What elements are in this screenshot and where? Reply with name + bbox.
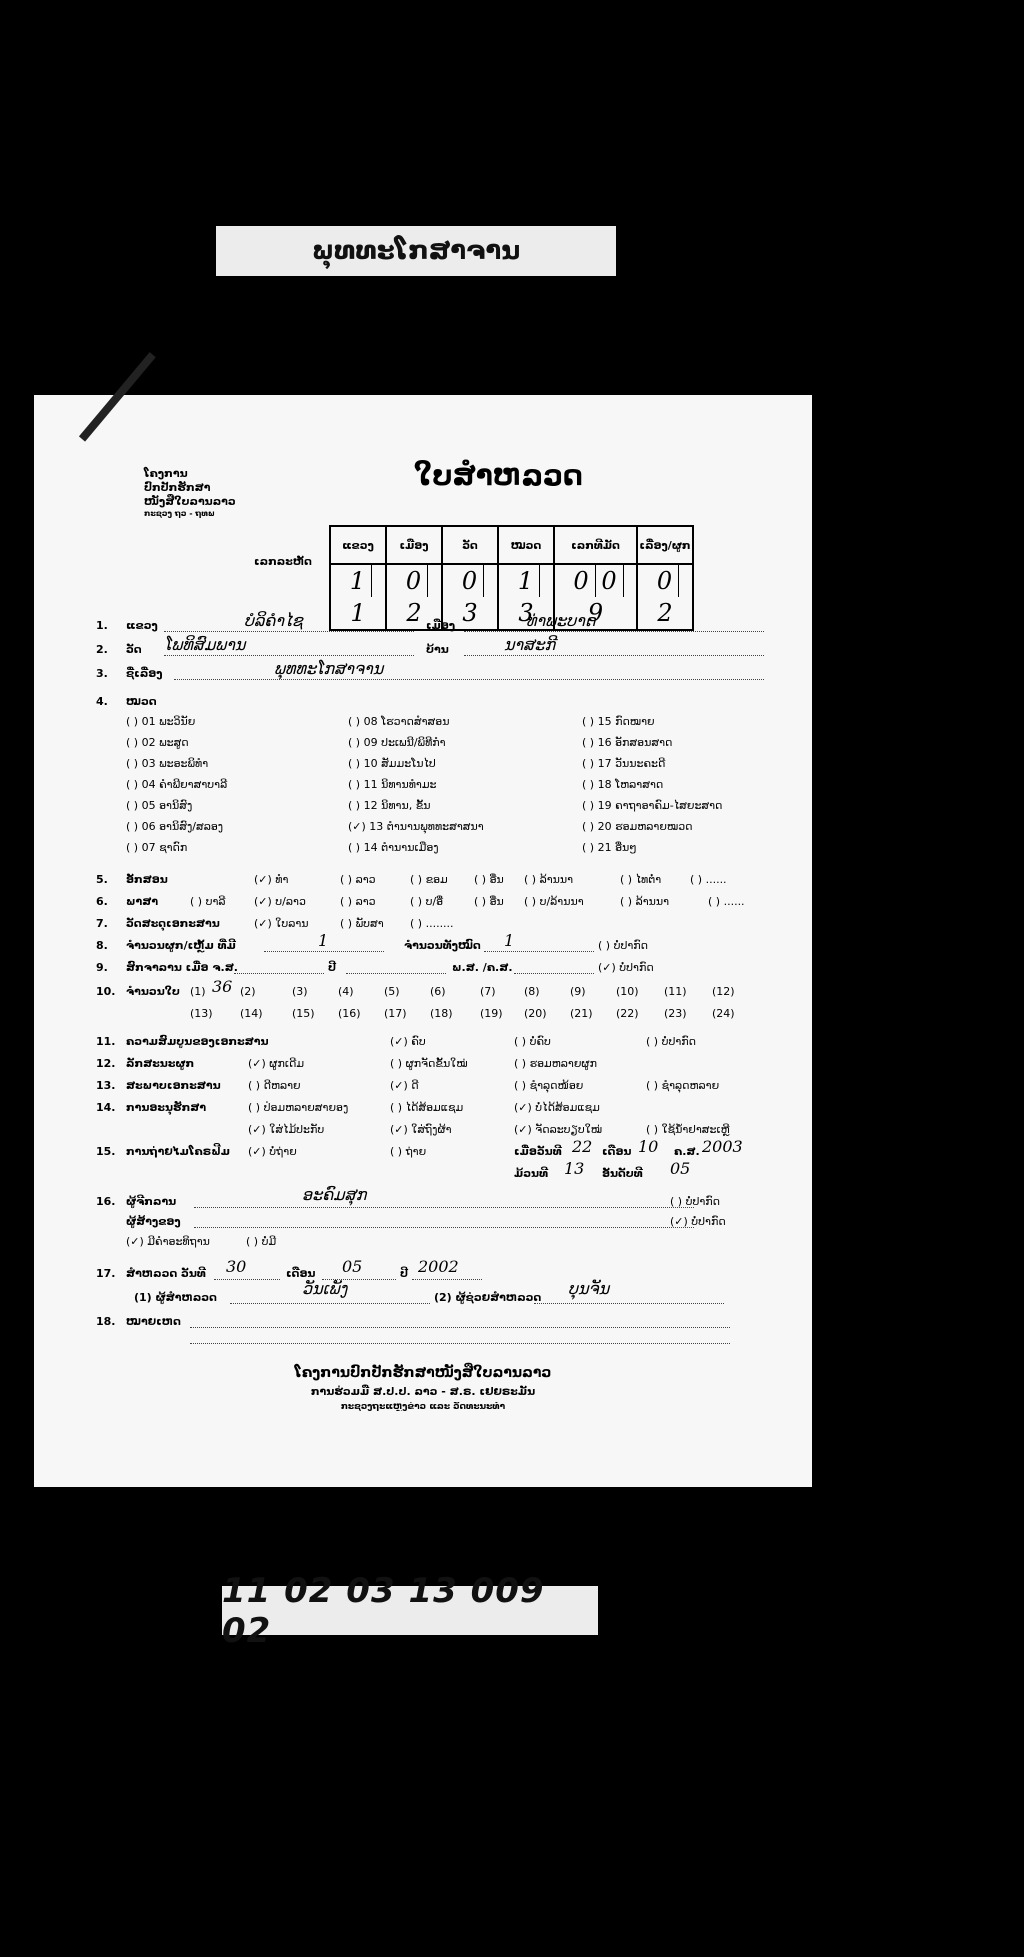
preservation-option[interactable]: (✓) ໃສ່ໄມ້ປະກັບ <box>248 1123 325 1136</box>
category-option[interactable]: ( ) 02 ພະສູດ <box>126 736 189 749</box>
code-digit: 1 <box>350 599 366 627</box>
title-value: ພຸທທະໂກສາຈານ <box>274 659 384 678</box>
row-number: 12. <box>96 1057 116 1070</box>
bundle-type-option[interactable]: ( ) ຮອມຫລາຍຜູກ <box>514 1057 597 1070</box>
completeness-option[interactable]: ( ) ບໍ່ປາກົດ <box>646 1035 696 1048</box>
leaf-count-cell: (23) <box>664 1007 687 1020</box>
remarks-label: ໝາຍເຫດ <box>126 1315 181 1328</box>
roll-label: ມ້ວນທີ <box>514 1167 549 1180</box>
roll-value: 13 <box>564 1159 585 1178</box>
code-label: ເລກລະຫັດ <box>254 555 312 568</box>
bundle-type-option[interactable]: (✓) ຜູກເດີມ <box>248 1057 305 1070</box>
category-option[interactable]: ( ) 16 ອັກສອນສາດ <box>582 736 673 749</box>
inscription-date-label: ສົກຈາລານ ເມື່ອ ຈ.ສ. <box>126 961 238 974</box>
category-option[interactable]: ( ) 19 ຄາຖາອາຄົມ-ໄສຍະສາດ <box>582 799 723 812</box>
leaf-count-cell: (24) <box>712 1007 735 1020</box>
inscription-unknown-option[interactable]: (✓) ບໍ່ປາກົດ <box>598 961 654 974</box>
material-option[interactable]: ( ) ພັບສາ <box>340 917 384 930</box>
assistant-label: (2) ຜູ້ຊ່ວຍສໍາຫລວດ <box>434 1291 542 1304</box>
category-option[interactable]: ( ) 07 ຊາດົກ <box>126 841 188 854</box>
completeness-option[interactable]: (✓) ຄົບ <box>390 1035 426 1048</box>
category-option[interactable]: ( ) 04 ຄໍາພີຍາສາບາລີ <box>126 778 228 791</box>
issuer-line-3: ໜັງສືໃບລານລາວ <box>144 495 236 508</box>
scribe-label: ຜູ້ຈີກລານ <box>126 1195 177 1208</box>
category-option[interactable]: ( ) 10 ສັມມະໂນໄປ <box>348 757 436 770</box>
category-label: ໝວດ <box>126 695 157 708</box>
code-header: ວັດ <box>442 526 498 564</box>
preservation-option[interactable]: ( ) ປ່ອມຫລາຍສາຍອງ <box>248 1101 349 1114</box>
preservation-option[interactable]: ( ) ໃຊ້ນໍ້າຢາສະເຫຼີ <box>646 1123 730 1136</box>
stamp-mark <box>79 352 156 441</box>
row-number: 8. <box>96 939 108 952</box>
bundle-type-label: ລັກສະນະຜູກ <box>126 1057 195 1070</box>
code-digit: 0 <box>400 565 428 597</box>
language-option[interactable]: ( ) ອື່ນ <box>474 895 504 908</box>
material-option[interactable]: (✓) ໃບລານ <box>254 917 309 930</box>
code-digit: 1 <box>512 565 540 597</box>
province-label: ແຂວງ <box>126 619 158 632</box>
condition-option[interactable]: ( ) ຊໍາລຸດໜ້ອຍ <box>514 1079 584 1092</box>
microfilm-option[interactable]: (✓) ບໍ່ຖ່າຍ <box>248 1145 297 1158</box>
category-option[interactable]: ( ) 21 ອື່ນໆ <box>582 841 637 854</box>
survey-month: 05 <box>342 1257 363 1276</box>
survey-month-label: ເດືອນ <box>286 1267 316 1280</box>
code-digit: 2 <box>406 599 422 627</box>
code-header: ໝວດ <box>498 526 554 564</box>
row-number: 15. <box>96 1145 116 1158</box>
frame-label: ອັນດັບທີ <box>602 1167 643 1180</box>
completeness-option[interactable]: ( ) ບໍ່ຄົບ <box>514 1035 551 1048</box>
footer-line-3: ກະຊວງຖະແຫຼງຂ່າວ ແລະ ວັດທະນະທໍາ <box>340 1402 506 1411</box>
leaf-count-cell: (20) <box>524 1007 547 1020</box>
category-option[interactable]: ( ) 18 ໂຫລາສາດ <box>582 778 664 791</box>
category-option[interactable]: ( ) 09 ປະເພນີ/ພິທີກໍາ <box>348 736 446 749</box>
title-label: ຊື່ເລື່ອງ <box>126 667 163 680</box>
preservation-label: ການອະນຸຮັກສາ <box>126 1101 207 1114</box>
leaf-count-cell: (12) <box>712 985 735 998</box>
bundle-type-option[interactable]: ( ) ຜູກຈັດຂັ້ນໃໝ່ <box>390 1057 468 1070</box>
row-number: 13. <box>96 1079 116 1092</box>
issuer-line-1: ໂຄງການ <box>144 467 188 480</box>
leaf-count-cell: (17) <box>384 1007 407 1020</box>
condition-label: ສະພາບເອກະສານ <box>126 1079 221 1092</box>
material-option[interactable]: ( ) ........ <box>410 917 454 930</box>
leaf-count-cell: (22) <box>616 1007 639 1020</box>
row-number: 9. <box>96 961 108 974</box>
leaf-count-cell: (7) <box>480 985 496 998</box>
row-number: 2. <box>96 643 108 656</box>
sponsor-unknown-option[interactable]: (✓) ບໍ່ປາກົດ <box>670 1215 726 1228</box>
row-number: 7. <box>96 917 108 930</box>
microfilm-option[interactable]: ( ) ຖ່າຍ <box>390 1145 427 1158</box>
microfilm-day: 22 <box>572 1137 593 1156</box>
language-option[interactable]: ( ) ລ້ານນາ <box>620 895 670 908</box>
inscription-year-label: ປີ <box>328 961 336 974</box>
language-option[interactable]: ( ) ບາລີ <box>190 895 226 908</box>
category-option[interactable]: ( ) 01 ພະວິນັຍ <box>126 715 196 728</box>
leaf-count-cell: (5) <box>384 985 400 998</box>
leaf-count-cell: (16) <box>338 1007 361 1020</box>
category-option[interactable]: ( ) 12 ນິທານ, ຂັ້ນ <box>348 799 431 812</box>
category-option[interactable]: ( ) 06 ອານິສົງ/ສລອງ <box>126 820 224 833</box>
district-value: ທ່າພະບາດ <box>526 611 596 630</box>
leaf-count-cell: (1) <box>190 985 206 998</box>
top-title-strip: ພຸທທະໂກສາຈານ <box>216 226 616 276</box>
category-option[interactable]: ( ) 15 ກົດໝາຍ <box>582 715 655 728</box>
total-count-label: ຈໍານວນທັງໝົດ <box>404 939 481 952</box>
microfilm-month-label: ເດືອນ <box>602 1145 632 1158</box>
leaf-count-cell: (4) <box>338 985 354 998</box>
leaf-count-cell: (19) <box>480 1007 503 1020</box>
completeness-label: ຄວາມສົມບູນຂອງເອກະສານ <box>126 1035 269 1048</box>
code-cell <box>330 564 386 630</box>
language-label: ພາສາ <box>126 895 159 908</box>
row-number: 5. <box>96 873 108 886</box>
language-option[interactable]: (✓) ບ/ລາວ <box>254 895 306 908</box>
script-option[interactable]: (✓) ທໍາ <box>254 873 289 886</box>
scribe-value: ອະຄົມສຸກ <box>302 1185 367 1204</box>
code-digit: 0 <box>596 565 624 597</box>
row-number: 6. <box>96 895 108 908</box>
code-digit: 9 <box>587 599 604 627</box>
row-number: 17. <box>96 1267 116 1280</box>
colophon-option[interactable]: (✓) ມີຄຳອະທິຖານ <box>126 1235 210 1248</box>
scribe-unknown-option[interactable]: ( ) ບໍ່ປາກົດ <box>670 1195 720 1208</box>
leaf-count-cell: (14) <box>240 1007 263 1020</box>
leaf-count-cell: (21) <box>570 1007 593 1020</box>
bundle-count-label: ຈໍານວນຜູກ/ເຫຼັ້ມ ທີ່ມີ <box>126 939 236 952</box>
code-header: ເລື່ອງ/ຜູກ <box>637 526 693 564</box>
colophon-option[interactable]: ( ) ບໍ່ມີ <box>246 1235 277 1248</box>
preservation-option[interactable]: (✓) ໃສ່ຖົງຜ້າ <box>390 1123 452 1136</box>
district-label: ເມືອງ <box>426 619 456 632</box>
frame-value: 05 <box>670 1159 691 1178</box>
sponsor-label: ຜູ້ສ້າງຂອງ <box>126 1215 181 1228</box>
bottom-code-strip: 11 02 03 13 009 02 <box>222 1586 598 1635</box>
leaf-count-cell: (2) <box>240 985 256 998</box>
issuer-line-2: ປົກປັກຮັກສາ <box>144 481 211 494</box>
language-option[interactable]: ( ) ...... <box>708 895 745 908</box>
code-header: ແຂວງ <box>330 526 386 564</box>
surveyor-value: ວັນເພັງ <box>302 1279 348 1298</box>
survey-form-sheet <box>34 395 812 1487</box>
condition-option[interactable]: ( ) ດີຫລາຍ <box>248 1079 301 1092</box>
issuer-line-4: ກະຊວງ ຖວ - ຖທພ <box>144 509 215 518</box>
code-digit: 0 <box>651 565 679 597</box>
leaf-count-cell: (8) <box>524 985 540 998</box>
code-digit: 0 <box>568 565 596 597</box>
footer-line-1: ໂຄງການປົກປັກຮັກສາໜັງສືໃບລານລາວ <box>294 1365 552 1381</box>
leaf-count-cell: (15) <box>292 1007 315 1020</box>
leaf-count-cell: (10) <box>616 985 639 998</box>
category-option[interactable]: ( ) 11 ນິທານທໍາມະ <box>348 778 437 791</box>
row-number: 4. <box>96 695 108 708</box>
script-label: ອັກສອນ <box>126 873 168 886</box>
script-option[interactable]: ( ) ໄທຕໍ່າ <box>620 873 662 886</box>
leaf-count-cell: (9) <box>570 985 586 998</box>
condition-option[interactable]: (✓) ດີ <box>390 1079 419 1092</box>
microfilm-year: 2003 <box>702 1137 743 1156</box>
code-cell <box>637 564 693 630</box>
row-number: 11. <box>96 1035 116 1048</box>
code-digit: 2 <box>657 599 673 627</box>
script-option[interactable]: ( ) ອື່ນ <box>474 873 504 886</box>
language-option[interactable]: ( ) ບ/ອື່ <box>410 895 444 908</box>
language-option[interactable]: ( ) ບ/ລ້ານນາ <box>524 895 584 908</box>
script-option[interactable]: ( ) ຂອມ <box>410 873 448 886</box>
category-option[interactable]: ( ) 20 ຮອມຫລາຍໝວດ <box>582 820 693 833</box>
code-digit: 1 <box>344 565 372 597</box>
village-label: ບ້ານ <box>426 643 449 656</box>
row-number: 10. <box>96 985 116 998</box>
language-option[interactable]: ( ) ລາວ <box>340 895 376 908</box>
code-header: ເລກທີມັດ <box>554 526 637 564</box>
temple-value: ໂພທິສົມພານ <box>164 635 246 654</box>
preservation-option[interactable]: ( ) ໄດ້ສ້ອມແຊມ <box>390 1101 464 1114</box>
category-option[interactable]: ( ) 03 ພະອະພິທໍາ <box>126 757 209 770</box>
leaf-count-cell: (6) <box>430 985 446 998</box>
leaf-count-label: ຈໍານວນໃບ <box>126 985 180 998</box>
leaf-count-cell: (11) <box>664 985 687 998</box>
row-number: 16. <box>96 1195 116 1208</box>
footer-line-2: ການຮ່ວມມື ສ.ປ.ປ. ລາວ - ສ.ຣ. ເຢຍຣະມັນ <box>310 1385 536 1398</box>
category-option[interactable]: ( ) 08 ໂຮວາດສໍາສອນ <box>348 715 450 728</box>
row-number: 14. <box>96 1101 116 1114</box>
total-count-value: 1 <box>504 931 515 950</box>
leaf-count-cell: (13) <box>190 1007 213 1020</box>
row-number: 1. <box>96 619 108 632</box>
microfilm-year-label: ຄ.ສ. <box>674 1145 700 1158</box>
condition-option[interactable]: ( ) ຊໍາລຸດຫລາຍ <box>646 1079 720 1092</box>
leaf-count-cell: (3) <box>292 985 308 998</box>
category-option[interactable]: ( ) 14 ຕໍານານເມືອງ <box>348 841 439 854</box>
province-value: ບໍລິຄຳໄຊ <box>244 611 303 630</box>
bundle-count-value: 1 <box>318 931 329 950</box>
row-number: 18. <box>96 1315 116 1328</box>
microfilm-month: 10 <box>638 1137 659 1156</box>
surveyor-label: (1) ຜູ້ສໍາຫລວດ <box>134 1291 217 1304</box>
assistant-value: ບຸນຈັນ <box>568 1279 610 1298</box>
code-digit: 3 <box>462 599 478 627</box>
preservation-option[interactable]: (✓) ບໍ່ໄດ້ສ້ອມແຊມ <box>514 1101 600 1114</box>
row-number: 3. <box>96 667 108 680</box>
form-title: ໃບສຳຫລວດ <box>414 459 583 492</box>
leaf-count-cell: (18) <box>430 1007 453 1020</box>
code-table <box>329 525 694 631</box>
code-header: ເມືອງ <box>386 526 442 564</box>
code-digit: 3 <box>518 599 534 627</box>
category-option[interactable]: ( ) 05 ອານິສົງ <box>126 799 193 812</box>
leaf-count-value: 36 <box>212 977 233 996</box>
village-value: ນາສະກີ <box>504 635 556 654</box>
survey-date-label: ສໍາຫລວດ ວັນທີ <box>126 1267 206 1280</box>
code-digit: 0 <box>456 565 484 597</box>
survey-year-label: ປີ <box>400 1267 408 1280</box>
script-option[interactable]: ( ) ...... <box>690 873 727 886</box>
temple-label: ວັດ <box>126 643 142 656</box>
script-option[interactable]: ( ) ລາວ <box>340 873 376 886</box>
category-option[interactable]: ( ) 17 ວັນນະຄະດີ <box>582 757 666 770</box>
inscription-era-label: ພ.ສ. /ຄ.ສ. <box>452 961 513 974</box>
material-label: ວັດສະດຸເອກະສານ <box>126 917 220 930</box>
script-option[interactable]: ( ) ລ້ານນາ <box>524 873 574 886</box>
microfilm-date-label: ເມື່ອວັນທີ <box>514 1145 562 1158</box>
preservation-option[interactable]: (✓) ຈັດລະບຽບໃໝ່ <box>514 1123 603 1136</box>
survey-year: 2002 <box>418 1257 459 1276</box>
bundle-unknown-option[interactable]: ( ) ບໍ່ປາກົດ <box>598 939 648 952</box>
category-option[interactable]: (✓) 13 ຕໍານານພຸທທະສາສນາ <box>348 820 484 833</box>
microfilm-label: ການຖ່າຍໄມໂຄຣຟີມ <box>126 1145 230 1158</box>
survey-day: 30 <box>226 1257 247 1276</box>
